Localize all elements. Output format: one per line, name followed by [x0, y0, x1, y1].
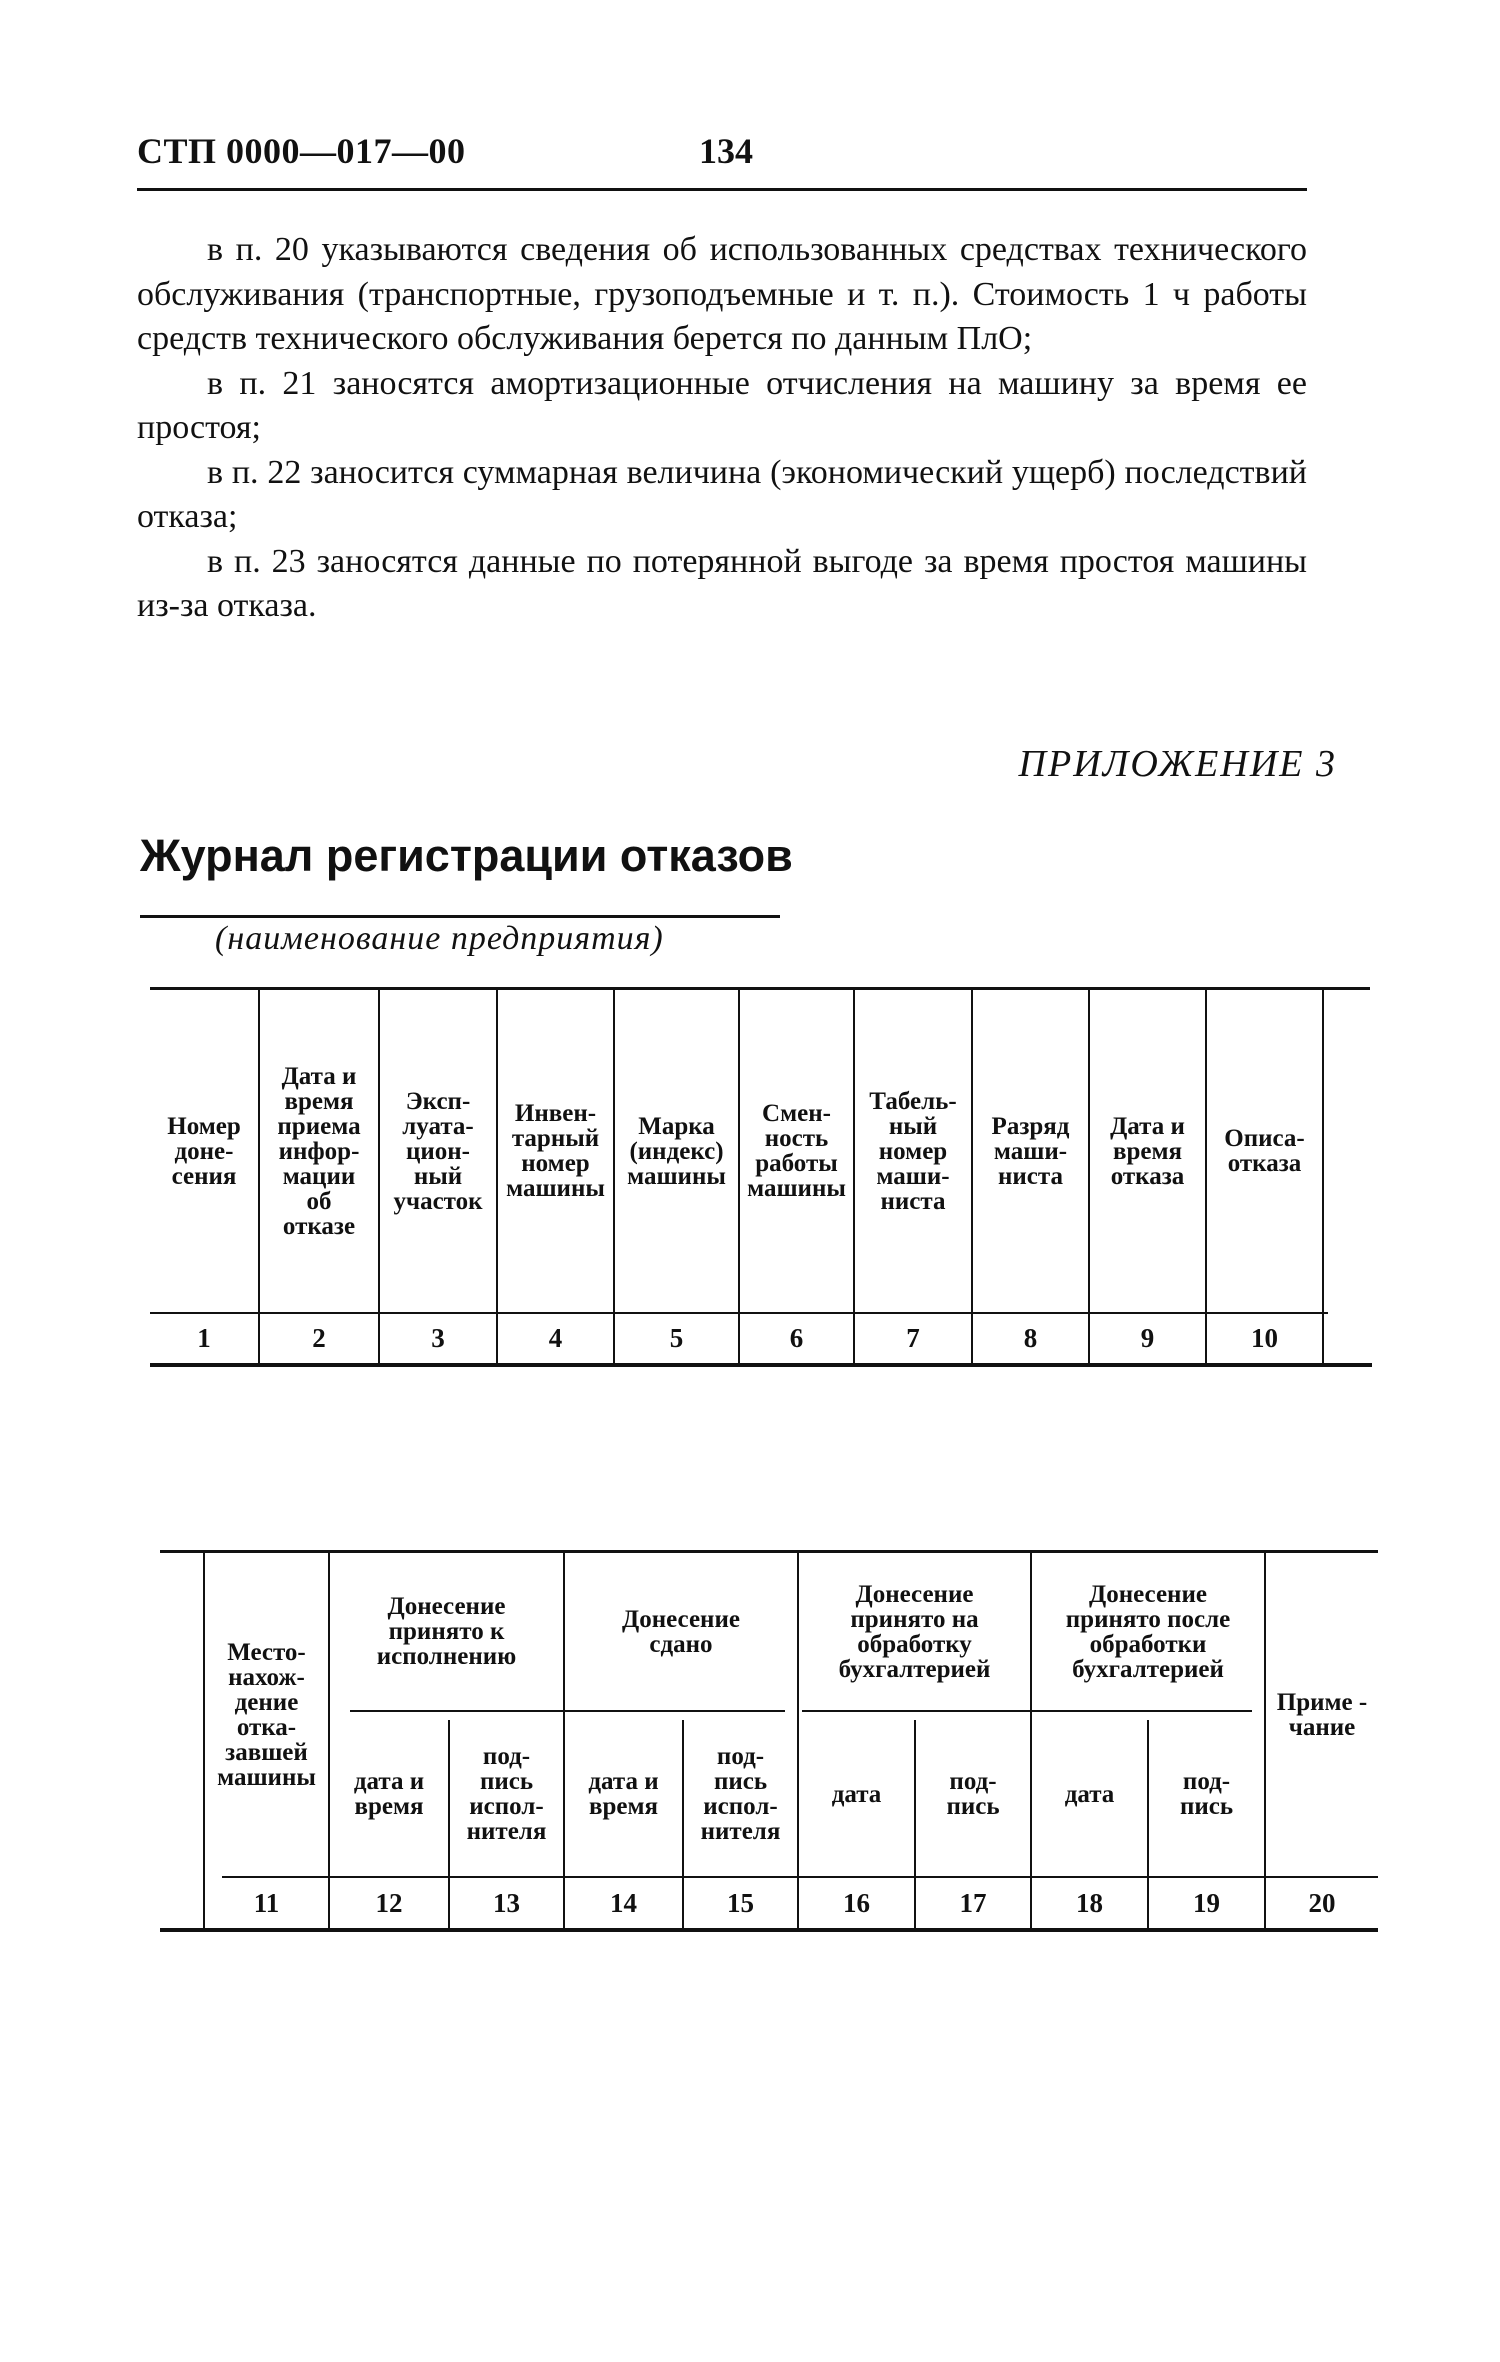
table1-header-rule	[150, 1312, 1328, 1314]
table2-top-rule	[160, 1550, 1378, 1553]
table2-column-number: 15	[727, 1887, 754, 1918]
page-number: 134	[699, 131, 753, 171]
table1-bottom-rule	[150, 1363, 1372, 1367]
table2-subheader-cell: дата	[1064, 1780, 1115, 1808]
table1-column-number: 5	[669, 1323, 684, 1353]
table2-column-divider	[203, 1553, 205, 1928]
document-code: СТП 0000—017—00	[137, 131, 466, 171]
table2-subheader-cell: дата и время	[588, 1768, 659, 1820]
table1-header-cell: Смен- ность работы машины	[747, 1100, 846, 1202]
table2-group-rule	[350, 1710, 785, 1712]
table2-group-submitted: Донесение сдано	[622, 1605, 740, 1658]
table1-column-divider	[738, 990, 740, 1363]
table1-header-cell: Разряд маши- ниста	[991, 1112, 1070, 1190]
table2-column-number: 12	[375, 1887, 403, 1918]
table1-column-number: 6	[789, 1323, 804, 1353]
table2-subheader-cell: под- пись испол- нителя	[466, 1743, 547, 1845]
table1-column-number: 2	[312, 1323, 326, 1353]
table2-column-divider	[1147, 1720, 1149, 1928]
table1-column-number: 1	[197, 1323, 211, 1353]
table2-column-divider	[448, 1720, 450, 1928]
table1-column-divider	[613, 990, 615, 1363]
table2-column-number: 18	[1076, 1887, 1103, 1918]
table2-column-divider	[328, 1553, 330, 1928]
appendix-label: ПРИЛОЖЕНИЕ 3	[1018, 743, 1337, 785]
table1-column-number: 3	[431, 1323, 445, 1353]
paragraph-20: в п. 20 указываются сведения об использованных средствах технического обслуживания (транспортные, грузоподъемные и т. п.). Стоимость 1 ч работы средств технического обслуживания берется по данным ПлО;	[137, 231, 1307, 357]
table1-header-cell: Описа- отказа	[1224, 1125, 1305, 1177]
table1-column-divider	[971, 990, 973, 1363]
table2-subheader-cell: под- пись	[1179, 1768, 1234, 1820]
table1-header-cell: Эксп- луата- цион- ный участок	[393, 1087, 483, 1215]
table2-column-number: 16	[843, 1887, 870, 1918]
table2-subheader-cell: дата и время	[353, 1768, 425, 1820]
body-text	[137, 228, 1307, 629]
table1-column-divider	[378, 990, 380, 1363]
table2-group-accepted-for-execution: Донесение принято к исполнению	[376, 1593, 517, 1670]
table1-header-cell: Инвен- тарный номер машины	[506, 1100, 605, 1202]
table2-group-accepted-after-accounting: Донесение принято после обработки бухгалтерией	[1065, 1580, 1231, 1683]
table2-column-divider	[797, 1553, 799, 1928]
table2-column-number: 19	[1193, 1887, 1220, 1918]
table1-column-divider	[258, 990, 260, 1363]
table2-column-number: 11	[253, 1887, 280, 1918]
table2-subheader-cell: под- пись	[946, 1768, 1000, 1820]
table2-column-divider	[682, 1720, 684, 1928]
table1-column-number: 9	[1140, 1323, 1155, 1353]
paragraph-22: в п. 22 заносится суммарная величина (экономический ущерб) последствий отказа;	[137, 453, 1307, 535]
paragraph-21: в п. 21 заносятся амортизационные отчисления на машину за время ее простоя;	[137, 364, 1307, 446]
table1-column-number: 7	[906, 1323, 920, 1353]
table2-column-number: 20	[1308, 1887, 1336, 1918]
table2-column-divider	[563, 1553, 565, 1928]
table2-column-divider	[1030, 1553, 1032, 1928]
table1-column-divider	[496, 990, 498, 1363]
journal-title: Журнал регистрации отказов	[140, 830, 793, 881]
table1-column-divider	[1322, 990, 1324, 1363]
table1-column-number: 8	[1023, 1323, 1038, 1353]
table1-column-divider	[1205, 990, 1207, 1363]
table2-column-number: 17	[959, 1887, 987, 1918]
table2-column-divider	[914, 1720, 916, 1928]
table2-bottom-rule	[160, 1928, 1378, 1932]
table1-header-cell: Дата и время отказа	[1110, 1112, 1185, 1190]
enterprise-label: (наименование предприятия)	[215, 920, 664, 957]
table1-header-cell: Табель- ный номер маши- ниста	[869, 1087, 957, 1215]
table2-header-rule	[222, 1876, 1378, 1878]
enterprise-name-line	[140, 915, 780, 918]
table1-header-cell: Номер доне- сения	[167, 1112, 241, 1190]
table2-group-rule	[802, 1710, 1252, 1712]
table1-column-number: 4	[548, 1323, 563, 1353]
table2-header-note: Приме - чание	[1276, 1688, 1368, 1741]
table2-column-number: 13	[493, 1887, 520, 1918]
table2-group-accepted-for-accounting: Донесение принято на обработку бухгалтерией	[838, 1580, 991, 1683]
page-header	[137, 130, 1307, 190]
table1-header-cell: Марка (индекс) машины	[627, 1112, 726, 1190]
table2-subheader-cell: дата	[831, 1780, 882, 1808]
table2-column-divider	[1264, 1553, 1266, 1928]
table2-column-number: 14	[610, 1887, 637, 1918]
table1-header-cell: Дата и время приема инфор- мации об отказе	[277, 1062, 361, 1240]
table2-subheader-cell: под- пись испол- нителя	[700, 1743, 781, 1845]
table1-column-divider	[1088, 990, 1090, 1363]
table1-column-number: 10	[1251, 1323, 1278, 1353]
table1-column-divider	[853, 990, 855, 1363]
table1-top-rule	[150, 987, 1370, 990]
table2-header-location: Место- нахож- дение отка- завшей машины	[217, 1638, 316, 1791]
header-divider	[137, 188, 1307, 191]
paragraph-23: в п. 23 заносятся данные по потерянной выгоде за время простоя машины из-за отказа.	[137, 542, 1307, 624]
